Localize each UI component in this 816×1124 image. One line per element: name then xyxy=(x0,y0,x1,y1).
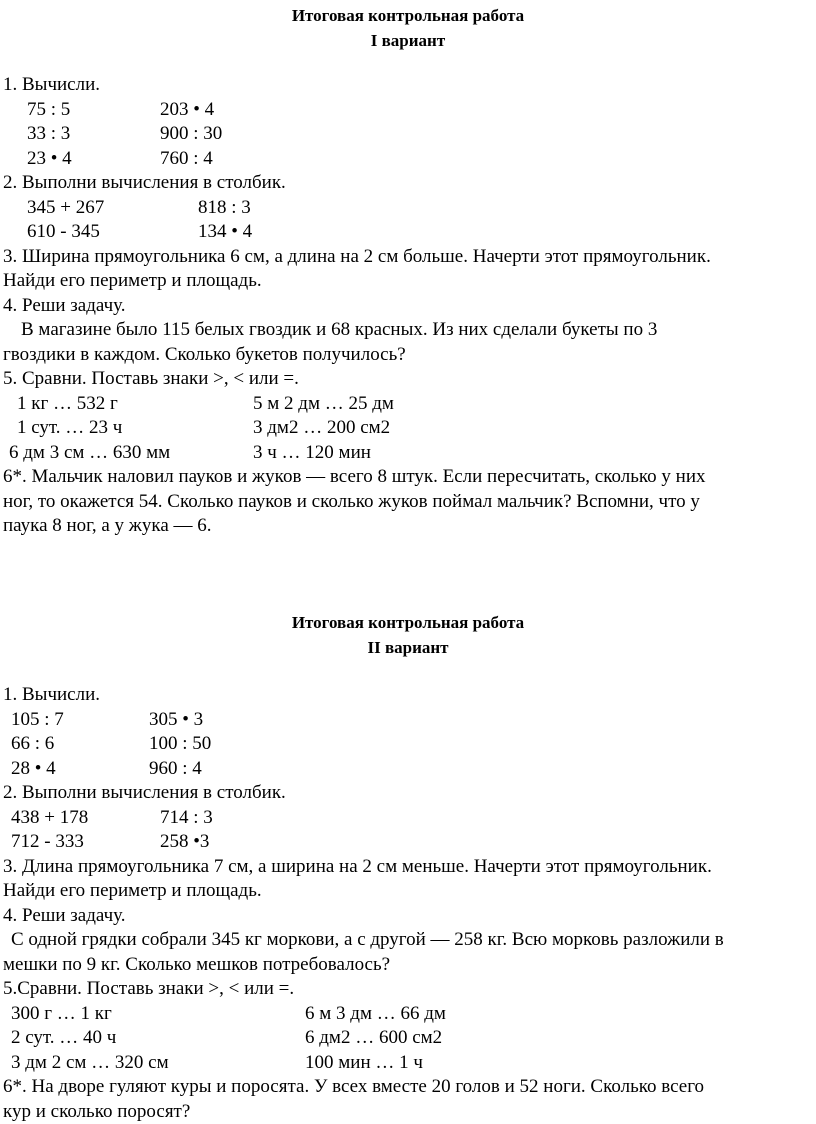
task-text: 1. Вычисли. xyxy=(3,684,100,705)
variant-1-body xyxy=(3,73,815,539)
task-5-row xyxy=(3,441,815,466)
task-4-line xyxy=(3,928,815,953)
task-1-row xyxy=(3,732,815,757)
task-text: 3. Длина прямоугольника 7 см, а ширина на 2 см меньше. Начерти этот прямоугольник. xyxy=(3,855,712,877)
comparison: 6 дм2 … 600 см2 xyxy=(305,1027,443,1048)
expression: 203 • 4 xyxy=(160,98,215,120)
expression: 33 : 3 xyxy=(27,123,71,144)
comparison: 1 кг … 532 г xyxy=(17,392,118,414)
task-text: 1. Вычисли. xyxy=(3,74,100,95)
task-text: 4. Реши задачу. xyxy=(3,904,126,926)
expression: 900 : 30 xyxy=(160,123,223,144)
task-4-line xyxy=(3,318,815,343)
task-5-row xyxy=(3,392,815,417)
task-3-line xyxy=(3,855,815,880)
expression: 66 : 6 xyxy=(11,733,55,754)
variant-1-header xyxy=(0,3,816,53)
task-1-row xyxy=(3,147,815,172)
task-2-row xyxy=(3,196,815,221)
task-5-row xyxy=(3,1051,815,1076)
expression: 258 •3 xyxy=(160,831,210,852)
task-text: 2. Выполни вычисления в столбик. xyxy=(3,172,286,193)
comparison: 100 мин … 1 ч xyxy=(305,1051,423,1073)
task-4-line xyxy=(3,343,815,368)
task-text: 6*. На дворе гуляют куры и поросята. У всех вместе 20 голов и 52 ноги. Сколько всего xyxy=(3,1076,705,1097)
task-text: гвоздики в каждом. Сколько букетов получилось? xyxy=(3,343,406,365)
expression: 75 : 5 xyxy=(27,98,71,120)
expression: 105 : 7 xyxy=(11,708,64,730)
task-text: 6*. Мальчик наловил пауков и жуков — всего 8 штук. Если пересчитать, сколько у них xyxy=(3,466,706,487)
task-2-heading xyxy=(3,171,815,196)
task-1-row xyxy=(3,98,815,123)
variant-2-subtitle: II вариант xyxy=(367,638,449,657)
task-1-heading xyxy=(3,73,815,98)
task-text: ног, то окажется 54. Сколько пауков и сколько жуков поймал мальчик? Вспомни, что у xyxy=(3,490,700,512)
task-text: кур и сколько поросят? xyxy=(3,1100,191,1122)
task-text: С одной грядки собрали 345 кг моркови, а с другой — 258 кг. Всю морковь разложили в xyxy=(11,929,724,950)
task-text: 5. Сравни. Поставь знаки >, < или =. xyxy=(3,368,299,389)
task-5-heading xyxy=(3,367,815,392)
task-6-line xyxy=(3,465,815,490)
task-3-line xyxy=(3,245,815,270)
task-5-row xyxy=(3,1002,815,1027)
comparison: 6 м 3 дм … 66 дм xyxy=(305,1002,446,1024)
comparison: 1 сут. … 23 ч xyxy=(17,417,123,438)
expression: 438 + 178 xyxy=(11,806,89,828)
expression: 23 • 4 xyxy=(27,147,72,169)
variant-1-title: Итоговая контрольная работа xyxy=(291,6,525,25)
task-1-row xyxy=(3,708,815,733)
expression: 960 : 4 xyxy=(149,757,202,779)
task-text: Найди его периметр и площадь. xyxy=(3,880,262,901)
task-text: паука 8 ног, а у жука — 6. xyxy=(3,515,212,536)
task-6-line xyxy=(3,1075,815,1100)
task-2-row xyxy=(3,220,815,245)
task-1-heading xyxy=(3,683,815,708)
expression: 305 • 3 xyxy=(149,708,204,730)
task-3-line xyxy=(3,879,815,904)
task-text: 4. Реши задачу. xyxy=(3,294,126,316)
task-6-line xyxy=(3,514,815,539)
expression: 28 • 4 xyxy=(11,757,56,779)
task-6-line xyxy=(3,1100,815,1124)
expression: 712 - 333 xyxy=(11,831,84,852)
task-text: 2. Выполни вычисления в столбик. xyxy=(3,782,286,803)
task-2-heading xyxy=(3,781,815,806)
expression: 760 : 4 xyxy=(160,147,213,169)
task-text: В магазине было 115 белых гвоздик и 68 красных. Из них сделали букеты по 3 xyxy=(21,319,658,340)
comparison: 2 сут. … 40 ч xyxy=(11,1027,117,1048)
task-3-line xyxy=(3,269,815,294)
task-4-line xyxy=(3,953,815,978)
task-1-row xyxy=(3,122,815,147)
comparison: 300 г … 1 кг xyxy=(11,1002,112,1024)
expression: 818 : 3 xyxy=(198,196,251,218)
task-6-line xyxy=(3,490,815,515)
comparison: 3 дм 2 см … 320 см xyxy=(11,1051,169,1073)
comparison: 3 дм2 … 200 см2 xyxy=(253,417,391,438)
task-text: мешки по 9 кг. Сколько мешков потребовалось? xyxy=(3,953,391,975)
expression: 714 : 3 xyxy=(160,806,213,828)
task-4-heading xyxy=(3,904,815,929)
comparison: 5 м 2 дм … 25 дм xyxy=(253,392,394,414)
task-2-row xyxy=(3,830,815,855)
variant-2-title: Итоговая контрольная работа xyxy=(291,613,525,632)
task-2-row xyxy=(3,806,815,831)
task-5-row xyxy=(3,416,815,441)
task-text: 5.Сравни. Поставь знаки >, < или =. xyxy=(3,978,295,999)
task-5-heading xyxy=(3,977,815,1002)
comparison: 3 ч … 120 мин xyxy=(253,441,371,463)
task-1-row xyxy=(3,757,815,782)
expression: 610 - 345 xyxy=(27,221,100,242)
expression: 100 : 50 xyxy=(149,733,212,754)
task-5-row xyxy=(3,1026,815,1051)
variant-2-header xyxy=(0,610,816,660)
task-text: 3. Ширина прямоугольника 6 см, а длина на 2 см больше. Начерти этот прямоугольник. xyxy=(3,245,711,267)
task-text: Найди его периметр и площадь. xyxy=(3,270,262,291)
task-4-heading xyxy=(3,294,815,319)
comparison: 6 дм 3 см … 630 мм xyxy=(9,441,171,463)
expression: 345 + 267 xyxy=(27,196,105,218)
variant-1-subtitle: I вариант xyxy=(370,31,446,50)
expression: 134 • 4 xyxy=(198,221,253,242)
variant-2-body xyxy=(3,683,815,1124)
